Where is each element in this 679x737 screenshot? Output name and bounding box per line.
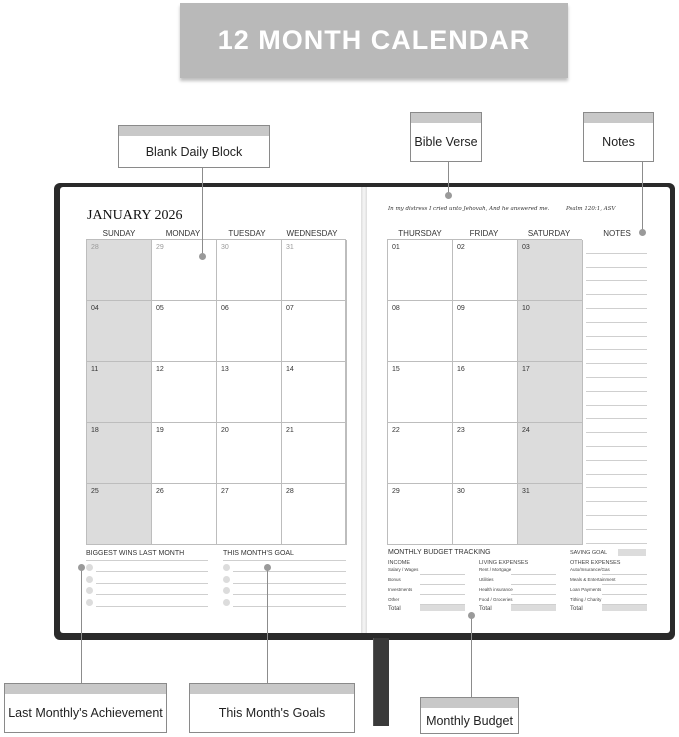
budget-total-label: Total bbox=[570, 606, 583, 612]
day-cell bbox=[87, 301, 152, 362]
day-number: 20 bbox=[221, 427, 229, 434]
notes-line bbox=[586, 294, 647, 295]
other-expenses-heading: OTHER EXPENSES bbox=[570, 560, 621, 566]
book-spine bbox=[361, 187, 367, 633]
day-cell bbox=[388, 362, 453, 423]
budget-total-label: Total bbox=[388, 606, 401, 612]
day-number: 03 bbox=[522, 244, 530, 251]
notes-line bbox=[586, 474, 647, 475]
day-cell bbox=[282, 423, 347, 484]
budget-heading: MONTHLY BUDGET TRACKING bbox=[388, 549, 491, 556]
budget-item-label: Utilities bbox=[479, 577, 494, 582]
day-number: 11 bbox=[91, 366, 99, 373]
leader-line bbox=[642, 162, 643, 232]
day-header: TUESDAY bbox=[228, 229, 266, 238]
leader-dot bbox=[264, 564, 271, 571]
callout-label: Blank Daily Block bbox=[145, 144, 243, 159]
callout-label: Notes bbox=[602, 135, 635, 149]
notes-line bbox=[586, 322, 647, 323]
income-heading: INCOME bbox=[388, 560, 410, 566]
day-cell bbox=[282, 484, 347, 545]
callout-label: Monthly Budget bbox=[426, 713, 513, 728]
day-cell bbox=[388, 484, 453, 545]
title-banner bbox=[180, 3, 568, 78]
leader-line bbox=[81, 568, 82, 683]
day-cell bbox=[152, 240, 217, 301]
leader-dot bbox=[78, 564, 85, 571]
notes-heading: NOTES bbox=[603, 229, 631, 238]
budget-total-box bbox=[420, 605, 465, 611]
notes-line bbox=[586, 267, 647, 268]
day-cell bbox=[152, 484, 217, 545]
notes-line bbox=[586, 515, 647, 516]
writing-line bbox=[233, 571, 346, 572]
day-number: 09 bbox=[457, 305, 465, 312]
day-cell bbox=[388, 301, 453, 362]
day-cell bbox=[217, 301, 282, 362]
day-cell bbox=[87, 423, 152, 484]
callout-monthly-budget bbox=[420, 697, 519, 734]
divider bbox=[223, 560, 346, 561]
day-number: 05 bbox=[156, 305, 164, 312]
day-number: 28 bbox=[91, 244, 99, 251]
day-cell bbox=[388, 423, 453, 484]
callout-bible-verse bbox=[410, 112, 482, 162]
day-number: 10 bbox=[522, 305, 530, 312]
banner-title: 12 MONTH CALENDAR bbox=[217, 25, 531, 55]
day-header: SUNDAY bbox=[102, 229, 136, 238]
budget-item-label: Loan Payments bbox=[570, 587, 602, 592]
day-number: 22 bbox=[392, 427, 400, 434]
day-header: MONDAY bbox=[165, 229, 201, 238]
writing-line bbox=[96, 583, 208, 584]
day-cell bbox=[518, 240, 583, 301]
budget-line bbox=[420, 584, 465, 585]
day-header: THURSDAY bbox=[398, 229, 442, 238]
day-cell bbox=[217, 484, 282, 545]
day-number: 19 bbox=[156, 427, 164, 434]
leader-dot bbox=[199, 253, 206, 260]
budget-item-label: Bonus bbox=[388, 577, 401, 582]
writing-line bbox=[96, 594, 208, 595]
budget-item-label: Food / Groceries bbox=[479, 597, 513, 602]
day-number: 29 bbox=[392, 488, 400, 495]
day-cell bbox=[518, 423, 583, 484]
notes-line bbox=[586, 446, 647, 447]
callout-blank-daily-block bbox=[118, 125, 270, 168]
day-cell bbox=[217, 362, 282, 423]
budget-item-label: Meals & Entertainment bbox=[570, 577, 616, 582]
notes-line bbox=[586, 377, 647, 378]
biggest-wins-heading: BIGGEST WINS LAST MONTH bbox=[86, 550, 185, 557]
budget-line bbox=[511, 594, 556, 595]
day-header: FRIDAY bbox=[469, 229, 499, 238]
saving-goal-label: SAVING GOAL bbox=[570, 550, 608, 556]
day-cell bbox=[453, 362, 518, 423]
notes-line bbox=[586, 253, 647, 254]
bible-verse-reference: Psalm 120:1, ASV bbox=[566, 206, 616, 212]
day-number: 31 bbox=[522, 488, 530, 495]
budget-line bbox=[511, 574, 556, 575]
notes-line bbox=[586, 501, 647, 502]
notes-area bbox=[586, 239, 647, 545]
budget-line bbox=[420, 574, 465, 575]
notes-line bbox=[586, 405, 647, 406]
notes-line bbox=[586, 308, 647, 309]
leader-dot bbox=[639, 229, 646, 236]
bullet-circle bbox=[86, 587, 93, 594]
leader-dot bbox=[445, 192, 452, 199]
writing-line bbox=[233, 606, 346, 607]
budget-total-box bbox=[602, 605, 647, 611]
day-number: 14 bbox=[286, 366, 294, 373]
callout-notes bbox=[583, 112, 654, 162]
day-number: 26 bbox=[156, 488, 164, 495]
living-expenses-heading: LIVING EXPENSES bbox=[479, 560, 529, 566]
calendar-grid-left bbox=[86, 239, 346, 545]
day-number: 13 bbox=[221, 366, 229, 373]
budget-item-label: Tithing / Charity bbox=[570, 597, 602, 602]
leader-line bbox=[202, 168, 203, 256]
callout-label: Last Monthly's Achievement bbox=[8, 706, 163, 720]
other-expenses-list bbox=[570, 567, 647, 617]
callout-label: This Month's Goals bbox=[218, 706, 326, 720]
notes-line bbox=[586, 460, 647, 461]
budget-line bbox=[511, 584, 556, 585]
budget-item-label: Investments bbox=[388, 587, 413, 592]
day-number: 30 bbox=[221, 244, 229, 251]
budget-item-label: Rent / Mortgage bbox=[479, 567, 512, 572]
writing-line bbox=[233, 583, 346, 584]
day-number: 31 bbox=[286, 244, 294, 251]
day-number: 29 bbox=[156, 244, 164, 251]
notes-line bbox=[586, 280, 647, 281]
bullet-circle bbox=[223, 587, 230, 594]
bullet-circle bbox=[223, 576, 230, 583]
day-cell bbox=[388, 240, 453, 301]
divider bbox=[86, 560, 208, 561]
bookmark-ribbon bbox=[373, 638, 389, 726]
day-number: 04 bbox=[91, 305, 99, 312]
budget-item-label: Other bbox=[388, 597, 400, 602]
leader-line bbox=[267, 568, 268, 683]
day-number: 21 bbox=[286, 427, 294, 434]
day-number: 07 bbox=[286, 305, 294, 312]
day-cell bbox=[453, 240, 518, 301]
budget-line bbox=[602, 584, 647, 585]
day-number: 01 bbox=[392, 244, 400, 251]
day-number: 28 bbox=[286, 488, 294, 495]
day-number: 25 bbox=[91, 488, 99, 495]
budget-line bbox=[602, 574, 647, 575]
day-number: 18 bbox=[91, 427, 99, 434]
budget-total-label: Total bbox=[479, 606, 492, 612]
goals-list bbox=[223, 564, 346, 614]
day-number: 06 bbox=[221, 305, 229, 312]
day-cell bbox=[87, 240, 152, 301]
day-cell bbox=[282, 240, 347, 301]
day-cell bbox=[282, 362, 347, 423]
income-list bbox=[388, 567, 465, 617]
month-title: JANUARY 2026 bbox=[87, 208, 183, 223]
notes-line bbox=[586, 487, 647, 488]
budget-item-label: Health insurance bbox=[479, 587, 513, 592]
day-number: 16 bbox=[457, 366, 465, 373]
notes-line bbox=[586, 543, 647, 544]
budget-item-label: Auto/Insurance/Gas bbox=[570, 567, 610, 572]
living-expenses-list bbox=[479, 567, 556, 617]
day-number: 08 bbox=[392, 305, 400, 312]
notes-line bbox=[586, 391, 647, 392]
this-months-goal-heading: THIS MONTH'S GOAL bbox=[223, 550, 294, 557]
notes-line bbox=[586, 349, 647, 350]
calendar-grid-right bbox=[387, 239, 582, 545]
day-number: 17 bbox=[522, 366, 530, 373]
day-cell bbox=[87, 484, 152, 545]
budget-line bbox=[602, 594, 647, 595]
bullet-circle bbox=[223, 599, 230, 606]
notes-line bbox=[586, 432, 647, 433]
writing-line bbox=[96, 606, 208, 607]
saving-goal-box bbox=[618, 549, 646, 556]
day-number: 02 bbox=[457, 244, 465, 251]
day-cell bbox=[518, 484, 583, 545]
notes-line bbox=[586, 418, 647, 419]
callout-this-months-goals bbox=[189, 683, 355, 733]
bible-verse-text: In my distress I cried unto Jehovah, And he answered me. bbox=[388, 206, 550, 212]
budget-item-label: Salary / Wages bbox=[388, 567, 419, 572]
day-number: 15 bbox=[392, 366, 400, 373]
day-cell bbox=[518, 362, 583, 423]
writing-line bbox=[233, 594, 346, 595]
day-cell bbox=[152, 423, 217, 484]
bullet-circle bbox=[223, 564, 230, 571]
biggest-wins-list bbox=[86, 564, 208, 614]
leader-line bbox=[448, 162, 449, 196]
day-cell bbox=[217, 240, 282, 301]
day-cell bbox=[453, 484, 518, 545]
day-cell bbox=[152, 301, 217, 362]
day-cell bbox=[453, 301, 518, 362]
writing-line bbox=[96, 571, 208, 572]
day-number: 12 bbox=[156, 366, 164, 373]
notes-line bbox=[586, 336, 647, 337]
leader-dot bbox=[468, 612, 475, 619]
day-cell bbox=[87, 362, 152, 423]
bullet-circle bbox=[86, 564, 93, 571]
day-cell bbox=[282, 301, 347, 362]
day-header: WEDNESDAY bbox=[286, 229, 338, 238]
day-number: 24 bbox=[522, 427, 530, 434]
budget-line bbox=[420, 594, 465, 595]
day-number: 23 bbox=[457, 427, 465, 434]
leader-line bbox=[471, 616, 472, 697]
day-cell bbox=[152, 362, 217, 423]
budget-total-box bbox=[511, 605, 556, 611]
day-cell bbox=[217, 423, 282, 484]
day-header: SATURDAY bbox=[527, 229, 571, 238]
bullet-circle bbox=[86, 599, 93, 606]
bullet-circle bbox=[86, 576, 93, 583]
callout-label: Bible Verse bbox=[414, 135, 478, 149]
day-number: 30 bbox=[457, 488, 465, 495]
notes-line bbox=[586, 363, 647, 364]
day-cell bbox=[453, 423, 518, 484]
day-cell bbox=[518, 301, 583, 362]
callout-last-monthly-achievement bbox=[4, 683, 167, 733]
notes-line bbox=[586, 529, 647, 530]
day-number: 27 bbox=[221, 488, 229, 495]
